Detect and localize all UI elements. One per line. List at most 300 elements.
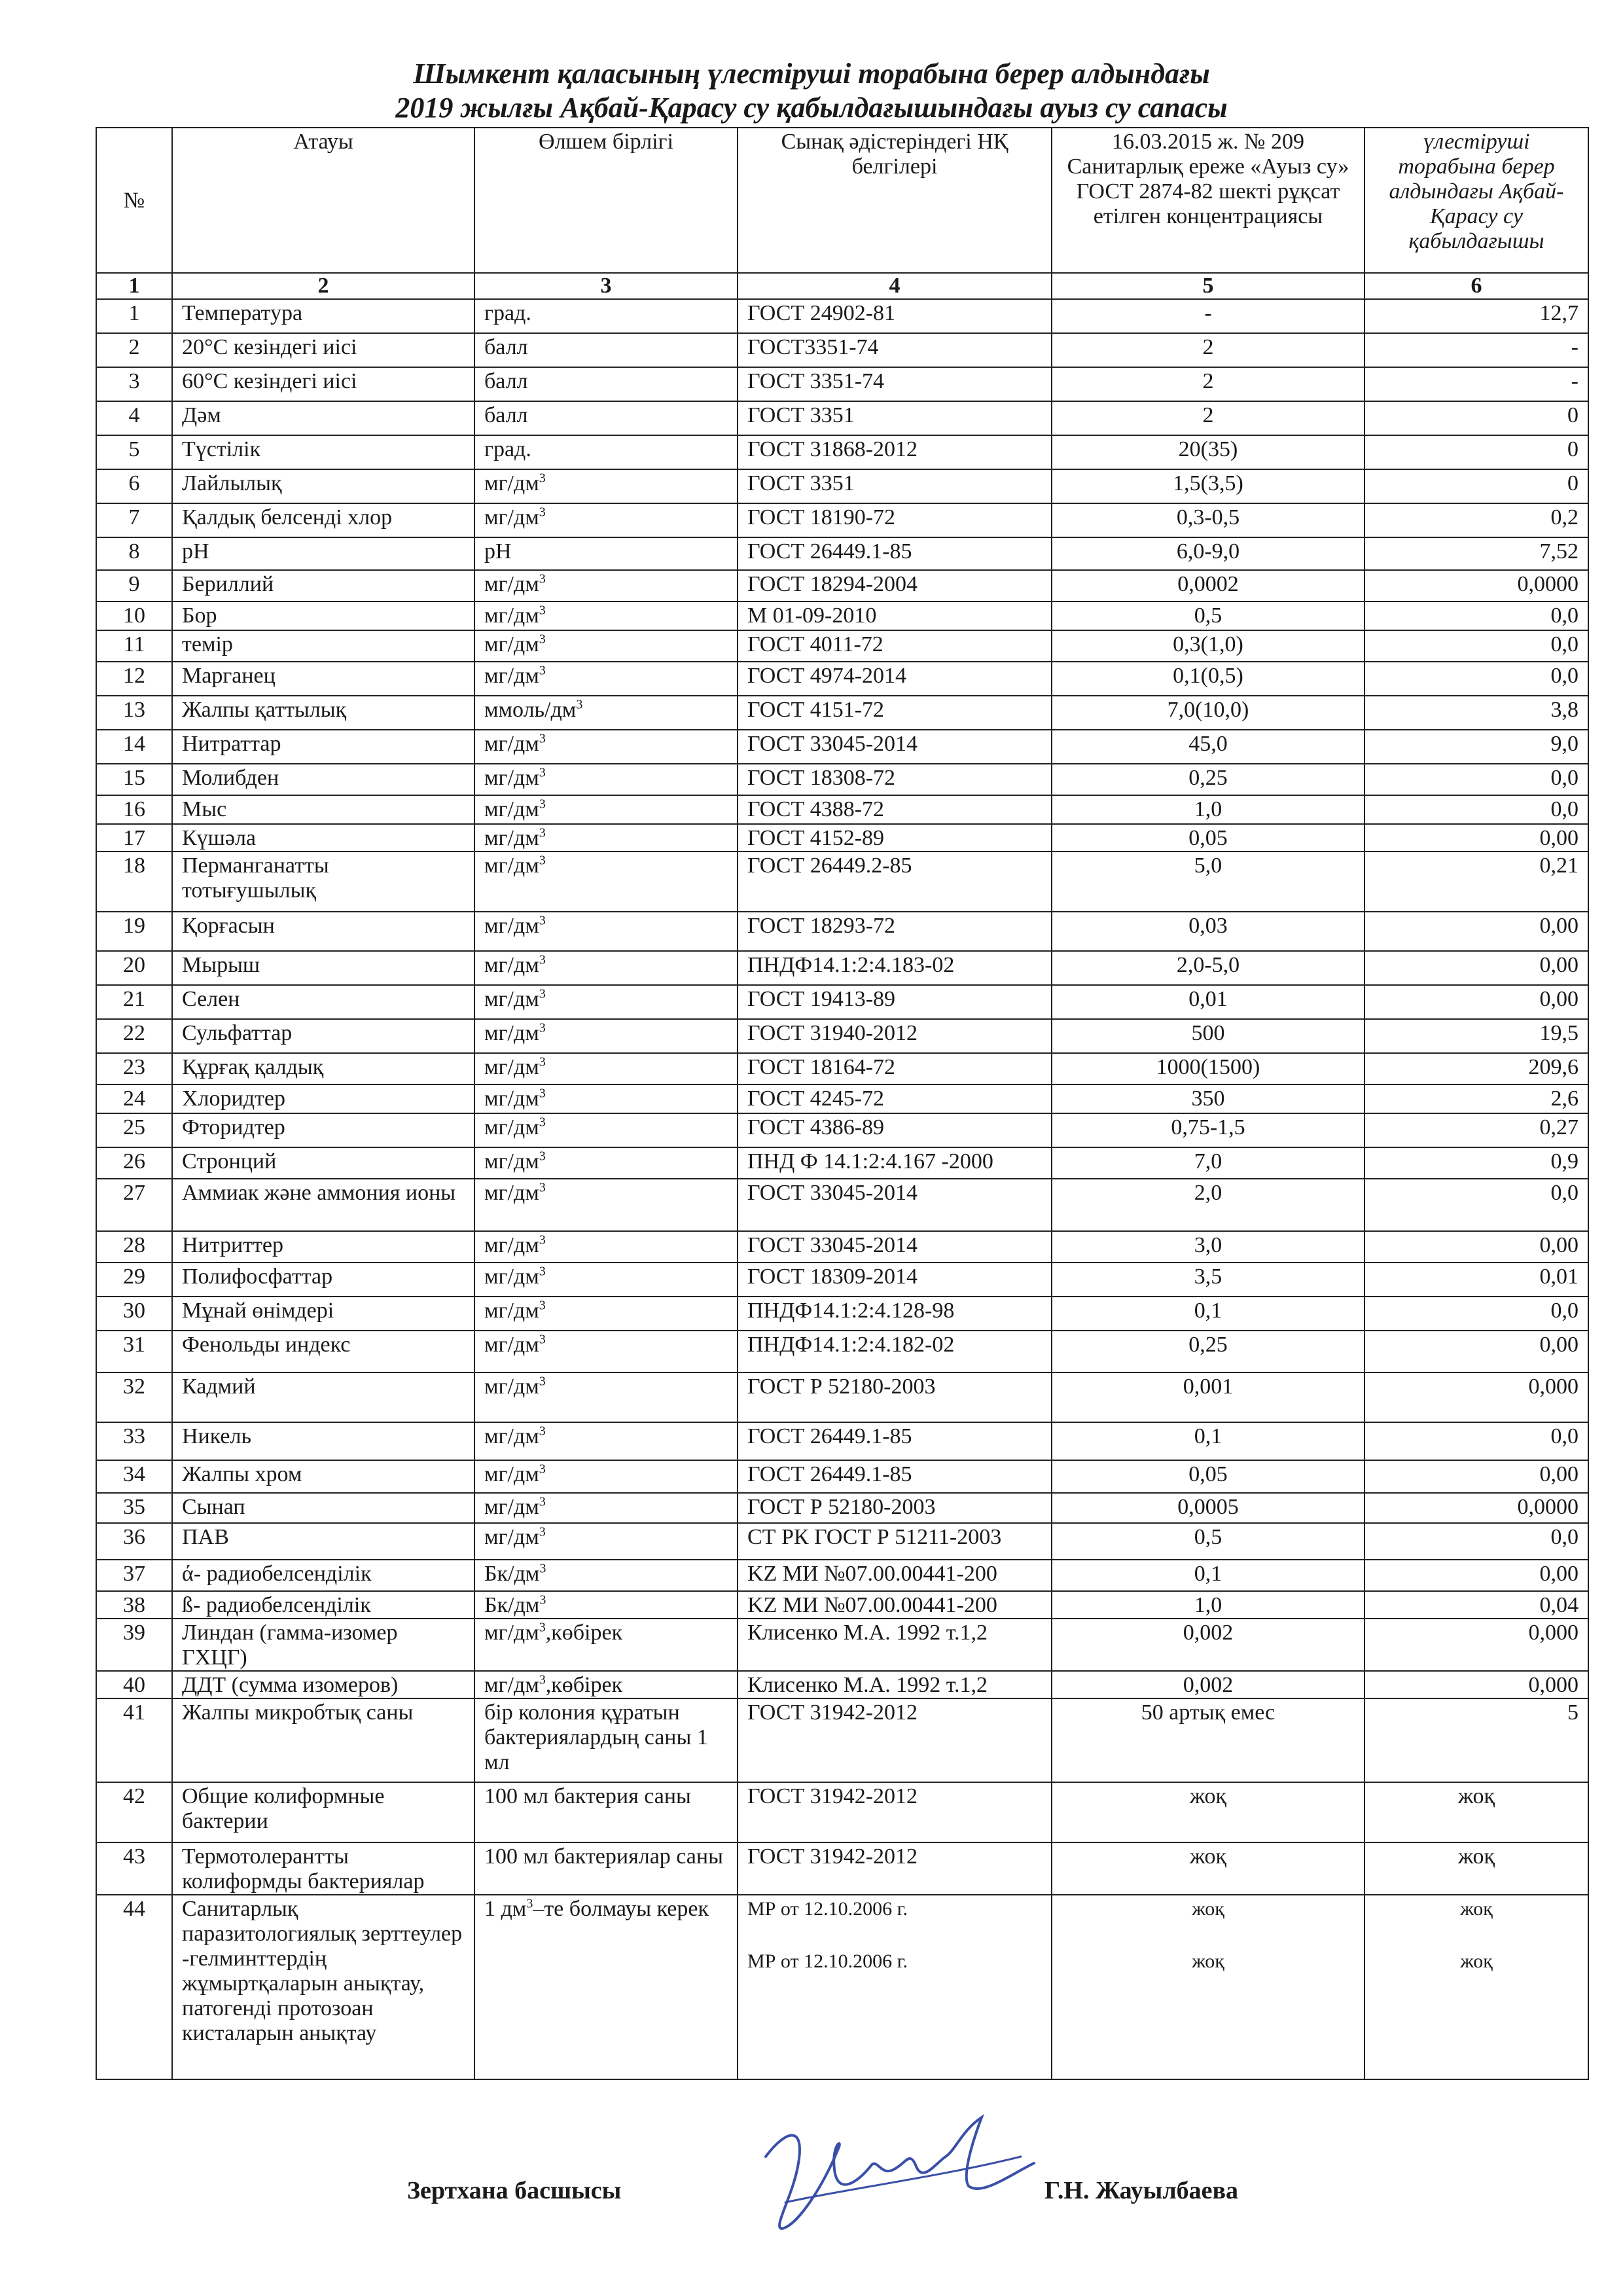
row-norm-text: 3,0	[1194, 1233, 1222, 1257]
unit-superscript: 3	[539, 1561, 546, 1576]
row-unit-text: мг/дм	[484, 1265, 539, 1289]
row-unit	[474, 1085, 738, 1113]
row-norm-text: 1,5(3,5)	[1173, 471, 1243, 495]
row-norm-text: 0,1	[1194, 1299, 1222, 1323]
row-name-text: Общие колиформные бактерии	[182, 1784, 385, 1833]
row-result	[1364, 1842, 1588, 1895]
table-row	[96, 912, 1588, 951]
row-number	[96, 662, 172, 696]
row-name-text: Сынап	[182, 1495, 245, 1519]
row-name	[172, 299, 474, 333]
row-name-text: Мыс	[182, 797, 227, 821]
row-method	[738, 1895, 1052, 2079]
row-norm-text: 0,0005	[1177, 1495, 1239, 1519]
row-number-text: 2	[128, 335, 140, 359]
row-name-text: Сульфаттар	[182, 1021, 293, 1045]
row-result-text: 0,0000	[1517, 1495, 1578, 1519]
row-method-text: ГОСТ 31942-2012	[747, 1844, 918, 1869]
row-name	[172, 1053, 474, 1085]
unit-superscript: 3	[539, 1620, 546, 1635]
row-result-text: 0,000	[1528, 1673, 1578, 1697]
row-name-text: Қалдық белсенді хлор	[182, 505, 393, 529]
row-unit-text: мг/дм	[484, 987, 539, 1011]
row-number-text: 32	[123, 1374, 145, 1399]
table-row	[96, 367, 1588, 401]
row-method	[738, 1085, 1052, 1113]
row-number-text: 43	[123, 1844, 145, 1869]
row-name-text: темір	[182, 632, 233, 656]
row-name	[172, 795, 474, 824]
row-name-text: Молибден	[182, 766, 279, 790]
row-method	[738, 435, 1052, 469]
row-unit-text: град.	[484, 437, 531, 461]
row-unit-text: мг/дм	[484, 914, 539, 938]
row-method	[738, 1493, 1052, 1523]
row-norm-text: 45,0	[1188, 732, 1228, 756]
unit-superscript: 3	[526, 1896, 533, 1911]
row-result	[1364, 1895, 1588, 2079]
row-method-text: ГОСТ 26449.1-85	[747, 1462, 912, 1486]
row-number-text: 10	[123, 603, 145, 628]
row-method	[738, 1019, 1052, 1053]
row-name-text: Дәм	[182, 403, 221, 427]
row-norm	[1052, 912, 1364, 951]
table-row	[96, 1231, 1588, 1263]
row-method	[738, 1671, 1052, 1698]
row-name-text: Фторидтер	[182, 1115, 285, 1139]
row-method	[738, 730, 1052, 764]
row-name	[172, 1019, 474, 1053]
row-unit-text: мг/дм	[484, 1233, 539, 1257]
row-number-text: 41	[123, 1700, 145, 1725]
row-number	[96, 1671, 172, 1698]
row-number	[96, 299, 172, 333]
table-row	[96, 1698, 1588, 1782]
row-method-text: ГОСТ 26449.1-85	[747, 539, 912, 564]
row-number	[96, 1422, 172, 1460]
row-method-text: М 01-09-2010	[747, 603, 877, 628]
unit-superscript: 3	[539, 1592, 546, 1607]
table-row	[96, 1560, 1588, 1591]
row-unit-text: 100 мл бактериялар саны	[484, 1844, 723, 1869]
row-name-text: Нитраттар	[182, 732, 281, 756]
row-name-text: Линдан (гамма-изомер ГХЦГ)	[182, 1621, 398, 1670]
row-norm-text: 0,5	[1194, 1525, 1222, 1549]
row-unit-text: мг/дм	[484, 1055, 539, 1079]
row-unit	[474, 333, 738, 367]
unit-superscript: 3	[539, 1524, 546, 1539]
row-number-text: 31	[123, 1333, 145, 1357]
row-unit-text: балл	[484, 403, 528, 427]
row-unit-text: 1 дм	[484, 1897, 527, 1921]
row-unit	[474, 570, 738, 601]
row-number	[96, 1147, 172, 1179]
row-norm	[1052, 1231, 1364, 1263]
row-name	[172, 1782, 474, 1842]
row-result	[1364, 299, 1588, 333]
unit-superscript: 3	[539, 571, 546, 586]
row-result-text: 0,2	[1550, 505, 1578, 529]
unit-suffix: ,көбірек	[545, 1621, 623, 1645]
table-row	[96, 1113, 1588, 1147]
row-method-text: ГОСТ 4974-2014	[747, 664, 907, 688]
row-method-text: KZ МИ №07.00.00441-200	[747, 1593, 997, 1617]
row-norm-text: 5,0	[1194, 853, 1222, 878]
row-result-text: 12,7	[1539, 301, 1578, 325]
row-number-text: 39	[123, 1621, 145, 1645]
row-result	[1364, 1231, 1588, 1263]
row-result-text: 5	[1567, 1700, 1578, 1725]
row-result	[1364, 852, 1588, 912]
row-method	[738, 1842, 1052, 1895]
row-number	[96, 435, 172, 469]
row-number	[96, 696, 172, 730]
row-norm	[1052, 503, 1364, 537]
row-unit-text: мг/дм	[484, 1021, 539, 1045]
row-number	[96, 824, 172, 852]
row-number	[96, 1113, 172, 1147]
row-method-text: ПНДФ14.1:2:4.128-98	[747, 1299, 955, 1323]
unit-superscript: 3	[539, 1264, 546, 1279]
row-result-text: 0,0	[1550, 632, 1578, 656]
row-name	[172, 1842, 474, 1895]
table-row	[96, 299, 1588, 333]
row-result-1: жоқ	[1460, 1898, 1493, 1920]
row-norm	[1052, 1698, 1364, 1782]
row-result	[1364, 1560, 1588, 1591]
row-norm-text: 0,0002	[1177, 572, 1239, 596]
row-result	[1364, 912, 1588, 951]
row-norm	[1052, 1085, 1364, 1113]
row-name-text: Жалпы хром	[182, 1462, 302, 1486]
row-number	[96, 1085, 172, 1113]
row-norm	[1052, 1179, 1364, 1231]
row-number-text: 44	[123, 1897, 145, 1921]
unit-superscript: 3	[539, 1086, 546, 1101]
row-name-text: Полифосфаттар	[182, 1265, 333, 1289]
row-name	[172, 730, 474, 764]
row-method	[738, 570, 1052, 601]
row-method	[738, 824, 1052, 852]
row-norm-text: 0,25	[1188, 766, 1228, 790]
row-result-text: жоқ	[1457, 1784, 1495, 1808]
row-name	[172, 1422, 474, 1460]
row-norm	[1052, 764, 1364, 795]
row-method	[738, 852, 1052, 912]
row-unit-text: мг/дм	[484, 1374, 539, 1399]
row-unit	[474, 435, 738, 469]
row-result-text: 0,000	[1528, 1621, 1578, 1645]
unit-superscript: 3	[539, 1424, 546, 1439]
row-method-text: ГОСТ 31868-2012	[747, 437, 918, 461]
row-norm	[1052, 401, 1364, 435]
row-unit	[474, 630, 738, 662]
row-method	[738, 951, 1052, 985]
row-number-text: 1	[128, 301, 140, 325]
row-result-text: 0,0	[1550, 603, 1578, 628]
row-name-text: Бор	[182, 603, 217, 628]
unit-superscript: 3	[539, 1494, 546, 1509]
row-number-text: 36	[123, 1525, 145, 1549]
row-unit-text: мг/дм	[484, 1149, 539, 1174]
row-unit-text: pH	[484, 539, 512, 564]
row-result	[1364, 1085, 1588, 1113]
row-method-text: ГОСТ 24902-81	[747, 301, 896, 325]
row-method-text: ГОСТ 3351	[747, 471, 855, 495]
table-row	[96, 1331, 1588, 1372]
row-name	[172, 630, 474, 662]
table-row	[96, 1179, 1588, 1231]
header-method: Сынақ әдістеріндегі НҚ белгілері	[738, 128, 1052, 273]
row-norm-text: 0,1(0,5)	[1173, 664, 1243, 688]
row-norm-text: 3,5	[1194, 1265, 1222, 1289]
row-result-text: 0,0	[1550, 1525, 1578, 1549]
unit-superscript: 3	[539, 1180, 546, 1195]
row-method	[738, 1698, 1052, 1782]
row-norm-text: 2	[1202, 369, 1214, 393]
row-name-text: Термотолерантты колиформды бактериялар	[182, 1844, 425, 1893]
row-method	[738, 1179, 1052, 1231]
row-unit	[474, 985, 738, 1019]
row-result-2: жоқ	[1460, 1950, 1493, 1972]
row-number-text: 26	[123, 1149, 145, 1174]
row-number	[96, 1179, 172, 1231]
row-method	[738, 1782, 1052, 1842]
row-result	[1364, 1147, 1588, 1179]
row-unit	[474, 1331, 738, 1372]
row-unit-text: мг/дм	[484, 505, 539, 529]
row-norm	[1052, 1113, 1364, 1147]
row-name	[172, 1113, 474, 1147]
row-number	[96, 1231, 172, 1263]
row-name	[172, 1493, 474, 1523]
row-name-text: 60°С кезіндегі иісі	[182, 369, 357, 393]
unit-superscript: 3	[539, 731, 546, 746]
row-result-text: 0,0000	[1517, 572, 1578, 596]
row-method	[738, 1147, 1052, 1179]
row-norm-text: 0,25	[1188, 1333, 1228, 1357]
row-method-text: ГОСТ 33045-2014	[747, 1233, 918, 1257]
row-result-text: 0,000	[1528, 1374, 1578, 1399]
row-unit	[474, 1895, 738, 2079]
row-result-text: 0,00	[1539, 1462, 1578, 1486]
row-unit-text: 100 мл бактерия саны	[484, 1784, 691, 1808]
row-number-text: 23	[123, 1055, 145, 1079]
col-number: 2	[172, 273, 474, 299]
row-name	[172, 435, 474, 469]
row-unit	[474, 1179, 738, 1231]
row-unit	[474, 730, 738, 764]
row-number	[96, 401, 172, 435]
row-unit-text: мг/дм	[484, 1086, 539, 1111]
row-number	[96, 503, 172, 537]
row-unit	[474, 1560, 738, 1591]
row-name-text: Температура	[182, 301, 303, 325]
row-number	[96, 1523, 172, 1560]
row-norm-text: 0,1	[1194, 1424, 1222, 1448]
footer-position: Зертхана басшысы	[407, 2177, 622, 2204]
row-name	[172, 1895, 474, 2079]
row-number	[96, 367, 172, 401]
row-unit-text: мг/дм	[484, 603, 539, 628]
row-result	[1364, 764, 1588, 795]
water-quality-table	[96, 127, 1589, 2080]
row-number-text: 25	[123, 1115, 145, 1139]
row-name-text: Нитриттер	[182, 1233, 284, 1257]
row-number-text: 37	[123, 1562, 145, 1586]
row-unit	[474, 1263, 738, 1297]
row-result-text: 9,0	[1550, 732, 1578, 756]
row-method	[738, 401, 1052, 435]
row-number	[96, 1895, 172, 2079]
row-method-text: ГОСТ 4386-89	[747, 1115, 885, 1139]
row-number	[96, 333, 172, 367]
unit-superscript: 3	[539, 797, 546, 812]
row-number-text: 13	[123, 698, 145, 722]
row-number-text: 17	[123, 826, 145, 850]
row-norm	[1052, 985, 1364, 1019]
row-method	[738, 795, 1052, 824]
row-number	[96, 537, 172, 570]
row-unit-text: мг/дм	[484, 1525, 539, 1549]
row-norm	[1052, 1842, 1364, 1895]
row-result	[1364, 1523, 1588, 1560]
row-name	[172, 662, 474, 696]
row-norm-text: 2,0	[1194, 1181, 1222, 1205]
row-number-text: 20	[123, 953, 145, 977]
row-norm-text: 2,0-5,0	[1176, 953, 1240, 977]
row-result-text: 0,01	[1539, 1265, 1578, 1289]
row-result	[1364, 824, 1588, 852]
row-number	[96, 1460, 172, 1493]
column-number-row	[96, 273, 1588, 299]
row-result-text: 0,00	[1539, 953, 1578, 977]
row-norm-text: 0,3-0,5	[1176, 505, 1240, 529]
row-norm-text: 0,5	[1194, 603, 1222, 628]
row-method-text: ГОСТ 18294-2004	[747, 572, 918, 596]
row-result-text: 0,04	[1539, 1593, 1578, 1617]
row-unit-text: Бк/дм	[484, 1562, 540, 1586]
row-name	[172, 1523, 474, 1560]
row-name	[172, 696, 474, 730]
row-name	[172, 912, 474, 951]
row-name	[172, 1372, 474, 1422]
row-name-text: Қорғасын	[182, 914, 275, 938]
table-row	[96, 469, 1588, 503]
row-name-text: ПАВ	[182, 1525, 229, 1549]
row-result-text: 0,00	[1539, 1333, 1578, 1357]
row-unit-text: мг/дм	[484, 572, 539, 596]
row-result	[1364, 696, 1588, 730]
row-norm-text: 500	[1191, 1021, 1225, 1045]
row-norm	[1052, 1422, 1364, 1460]
row-result	[1364, 1297, 1588, 1331]
row-name-text: Селен	[182, 987, 240, 1011]
row-result	[1364, 630, 1588, 662]
row-unit	[474, 1671, 738, 1698]
unit-superscript: 3	[539, 853, 546, 868]
row-norm-text: 1,0	[1194, 1593, 1222, 1617]
row-unit	[474, 1591, 738, 1619]
row-method-text: ГОСТ 33045-2014	[747, 732, 918, 756]
row-result	[1364, 795, 1588, 824]
row-number	[96, 570, 172, 601]
row-number	[96, 1297, 172, 1331]
row-unit	[474, 401, 738, 435]
row-name	[172, 1671, 474, 1698]
row-method-text: KZ МИ №07.00.00441-200	[747, 1562, 997, 1586]
table-row	[96, 951, 1588, 985]
table-row	[96, 730, 1588, 764]
row-result-text: жоқ	[1457, 1844, 1495, 1869]
row-name-text: 20°С кезіндегі иісі	[182, 335, 357, 359]
row-norm-text: 6,0-9,0	[1176, 539, 1240, 564]
unit-superscript: 3	[539, 765, 546, 780]
row-name	[172, 1560, 474, 1591]
row-norm	[1052, 1671, 1364, 1698]
row-method-text: Клисенко М.А. 1992 т.1,2	[747, 1621, 988, 1645]
row-number-text: 5	[128, 437, 140, 461]
row-result	[1364, 570, 1588, 601]
row-method-text: ГОСТ 4011-72	[747, 632, 883, 656]
col-number: 6	[1364, 273, 1588, 299]
header-norm: 16.03.2015 ж. № 209 Санитарлық ереже «Ауыз су» ГОСТ 2874-82 шекті рұқсат етілген концентрациясы	[1052, 128, 1364, 273]
row-method-text: ГОСТ Р 52180-2003	[747, 1495, 936, 1519]
row-name-text: Мұнай өнімдері	[182, 1299, 334, 1323]
row-name	[172, 1331, 474, 1372]
row-method-text: ГОСТ 18293-72	[747, 914, 896, 938]
row-result	[1364, 951, 1588, 985]
row-name-text: Аммиак және аммония ионы	[182, 1181, 456, 1205]
row-norm-text: 1,0	[1194, 797, 1222, 821]
row-result	[1364, 662, 1588, 696]
row-unit-text: мг/дм	[484, 1333, 539, 1357]
row-result	[1364, 1619, 1588, 1671]
row-number	[96, 1493, 172, 1523]
row-norm-text: жоқ	[1189, 1844, 1227, 1869]
row-name-text: ά- радиобелсенділік	[182, 1562, 372, 1586]
unit-superscript: 3	[539, 471, 546, 486]
unit-superscript: 3	[539, 1115, 546, 1130]
row-number-text: 40	[123, 1673, 145, 1697]
row-result	[1364, 537, 1588, 570]
table-row	[96, 795, 1588, 824]
row-result	[1364, 1493, 1588, 1523]
row-norm-text: 7,0	[1194, 1149, 1222, 1174]
row-name-text: Жалпы қаттылық	[182, 698, 347, 722]
row-name-text: Фенольды индекс	[182, 1333, 351, 1357]
row-method	[738, 630, 1052, 662]
row-result	[1364, 1422, 1588, 1460]
row-unit	[474, 1053, 738, 1085]
row-norm-text: 0,75-1,5	[1171, 1115, 1245, 1139]
row-method	[738, 1053, 1052, 1085]
row-result	[1364, 1671, 1588, 1698]
row-name-text: ДДТ (сумма изомеров)	[182, 1673, 399, 1697]
row-number-text: 16	[123, 797, 145, 821]
row-number	[96, 1782, 172, 1842]
row-result	[1364, 1782, 1588, 1842]
table-row	[96, 1671, 1588, 1698]
unit-superscript: 3	[539, 663, 546, 678]
row-number	[96, 1842, 172, 1895]
row-method	[738, 764, 1052, 795]
row-number	[96, 1619, 172, 1671]
row-unit	[474, 299, 738, 333]
row-unit	[474, 1297, 738, 1331]
row-result-text: 0	[1567, 437, 1578, 461]
row-result-text: 0,21	[1539, 853, 1578, 878]
